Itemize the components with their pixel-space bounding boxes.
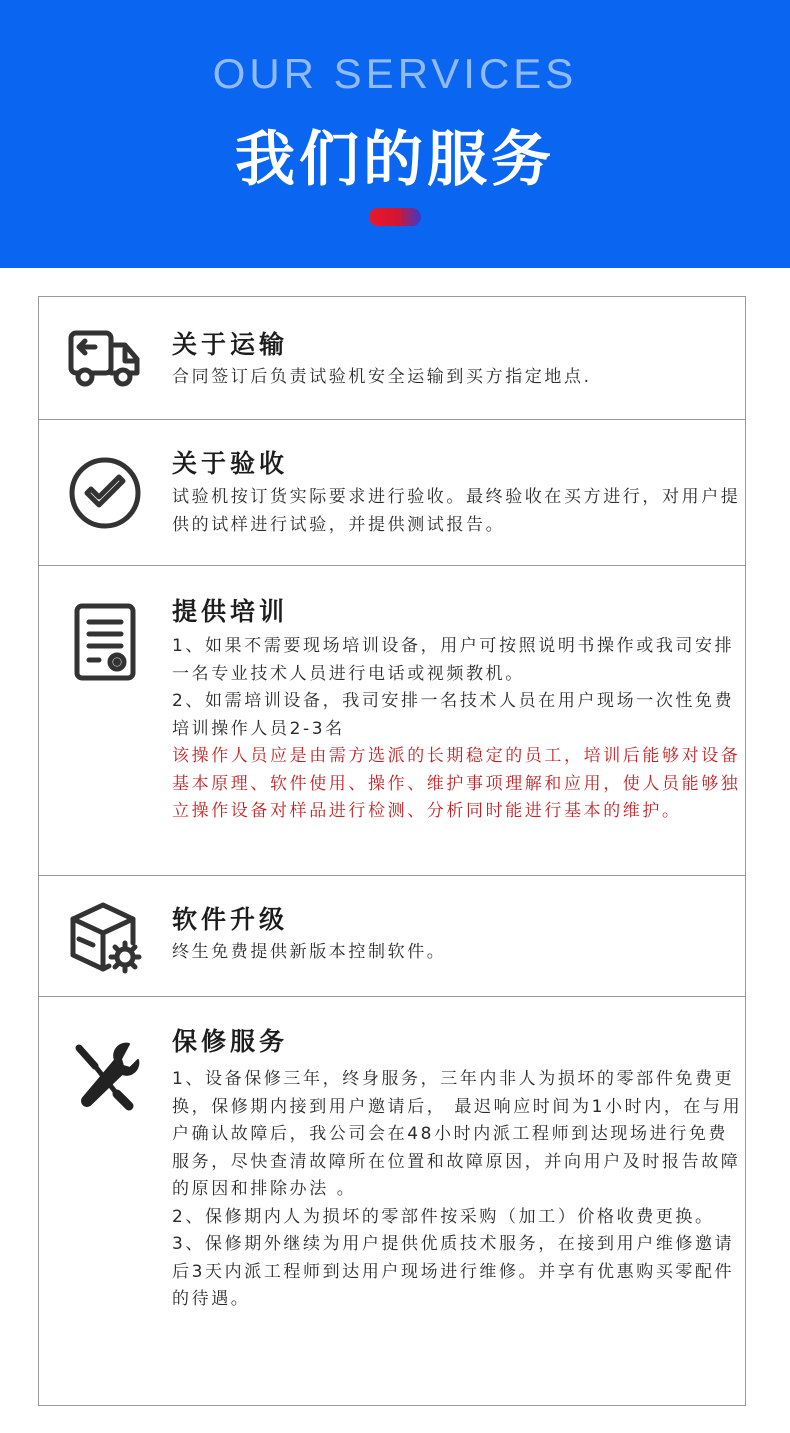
header-english-title: OUR SERVICES — [212, 50, 578, 97]
service-paragraph: 试验机按订货实际要求进行验收。最终验收在买方进行，对用户提供的试样进行试验，并提供测试报告。 — [172, 487, 741, 535]
service-title: 软件升级 — [172, 905, 289, 934]
service-paragraph: 1、如果不需要现场培训设备，用户可按照说明书操作或我司安排一名专业技术人员进行电话或视频教机。 — [172, 636, 735, 684]
service-highlight-note: 该操作人员应是由需方选派的长期稳定的员工，培训后能够对设备基本原理、软件使用、操作、维护事项理解和应用，使人员能够独立操作设备对样品进行检测、分析同时能进行基本的维护。 — [172, 746, 741, 821]
service-item-transport — [39, 297, 745, 420]
service-item-training — [39, 566, 745, 876]
box-gear-icon — [65, 897, 145, 977]
service-paragraph: 终生免费提供新版本控制软件。 — [172, 942, 447, 962]
service-paragraph: 2、保修期内人为损坏的零部件按采购（加工）价格收费更换。 — [172, 1206, 715, 1227]
service-paragraph: 1、设备保修三年，终身服务，三年内非人为损坏的零部件免费更换，保修期内接到用户邀请后， 最迟响应时间为1小时内，在与用户确认故障后，我公司会在48小时内派工程师到达现场进行免费服务，尽快查清故障所在位置和故障原因，并向用户及时报告故障的原因和排除办法 。 — [172, 1069, 743, 1199]
service-title: 关于运输 — [172, 330, 289, 359]
service-description — [172, 484, 744, 539]
services-list — [38, 296, 746, 1406]
tools-icon — [65, 1034, 145, 1114]
truck-icon — [65, 317, 145, 397]
service-item-software — [39, 876, 745, 997]
header-chinese-title: 我们的服务 — [235, 125, 555, 195]
service-paragraph: 2、如需培训设备，我司安排一名技术人员在用户现场一次性免费培训操作人员2-3名 — [172, 691, 735, 739]
header-accent-bar — [369, 208, 421, 226]
check-circle-icon — [65, 453, 145, 533]
service-description — [172, 1066, 744, 1314]
service-paragraph: 合同签订后负责试验机安全运输到买方指定地点. — [172, 367, 592, 387]
service-title: 保修服务 — [172, 1027, 289, 1056]
service-title: 提供培训 — [172, 597, 289, 626]
service-description — [172, 939, 744, 967]
service-item-acceptance — [39, 420, 745, 566]
service-paragraph: 3、保修期外继续为用户提供优质技术服务，在接到用户维修邀请后3天内派工程师到达用户现场进行维修。并享有优惠购买零配件的待遇。 — [172, 1234, 735, 1309]
service-item-warranty — [39, 997, 745, 1405]
service-description — [172, 364, 744, 392]
header-banner — [0, 0, 790, 268]
service-description — [172, 633, 744, 826]
service-title: 关于验收 — [172, 449, 289, 478]
document-icon — [65, 602, 145, 682]
